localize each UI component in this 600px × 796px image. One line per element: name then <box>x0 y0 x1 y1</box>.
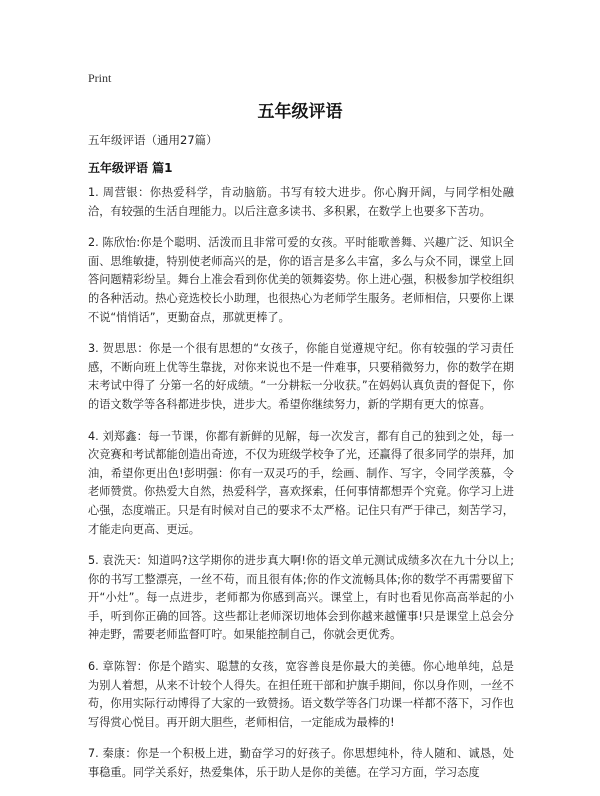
print-link[interactable]: Print <box>88 71 112 85</box>
document-subtitle: 五年级评语（通用27篇） <box>88 133 218 147</box>
comment-paragraph-3: 3. 贺思思：你是一个很有思想的“女孩子，你能自觉遵规守纪。你有较强的学习责任感，不断向班上优等生靠拢，对你来说也不是一件难事，只要稍微努力，你的数学在期末考试中得了 分第一名的好成绩。“一分耕耘一分收获。”在妈妈认真负责的督促下，你的语文数学等各科都进步快，进步大。希望你继续努力，新的学期有更大的惊喜。 <box>88 342 514 411</box>
comment-paragraph-4: 4. 刘郑鑫：每一节课，你都有新鲜的见解，每一次发言，都有自己的独到之处，每一次竞赛和考试都能创造出奇迹，不仅为班级学校争了光，还赢得了很多同学的崇拜，加油，希望你更出色!彭明强：你有一双灵巧的手，绘画、制作、写字，令同学羡慕，令老师赞赏。你热爱大自然，热爱科学，喜欢探索，任何事情都想弄个究竟。你学习上进心强，态度端正。只是有时候对自己的要求不太严格。记住只有严于律己，刻苦学习，才能走向更高、更远。 <box>88 429 514 536</box>
comment-paragraph-6: 6. 章陈智：你是个踏实、聪慧的女孩，宽容善良是你最大的美德。你心地单纯，总是为别人着想，从来不计较个人得失。在担任班干部和护旗手期间，你以身作则，一丝不苟，你用实际行动博得了大家的一致赞扬。语文数学等各门功课一样都不落下，习作也写得赏心悦目。再开朗大胆些，老师相信，一定能成为最棒的! <box>88 660 514 729</box>
comment-paragraph-7: 7. 秦康：你是一个积极上进，勤奋学习的好孩子。你思想纯朴，待人随和、诚恳，处事稳重。同学关系好，热爱集体，乐于助人是你的美德。在学习方面，学习态度 <box>88 747 514 780</box>
comment-list <box>88 184 514 796</box>
page-title: 五年级评语 <box>257 102 343 122</box>
comment-paragraph-5: 5. 袁洗天：知道吗?这学期你的进步真大啊!你的语文单元测试成绩多次在九十分以上;你的书写工整漂亮，一丝不苟，而且很有体;你的作文流畅具体;你的数学不再需要留下开“小灶”。每一点进步，老师都为你感到高兴。课堂上，有时也看见你高高举起的小手，听到你正确的回答。这些都让老师深切地体会到你越来越懂事!只是课堂上总会分神走野，需要老师监督叮咛。如果能控制自己，你就会更优秀。 <box>88 554 514 642</box>
comment-paragraph-2: 2. 陈欣怡:你是个聪明、活泼而且非常可爱的女孩。平时能歌善舞、兴趣广泛、知识全面、思维敏捷，特别使老师高兴的是，你的语言是多么丰富，多么与众不同，课堂上回答问题精彩纷呈。舞台上准会看到你优美的领舞姿势。你上进心强，积极参加学校组织的各种活动。热心竞选校长小助理，也很热心为老师学生服务。老师相信，只要你上课不说“悄悄话”，更勤奋点，那就更棒了。 <box>88 236 514 324</box>
section-heading: 五年级评语 篇1 <box>88 161 173 175</box>
comment-paragraph-1: 1. 周营银：你热爱科学，肯动脑筋。书写有较大进步。你心胸开阔，与同学相处融洽，有较强的生活自理能力。以后注意多读书、多积累，在数学上也要多下苦功。 <box>88 186 514 218</box>
